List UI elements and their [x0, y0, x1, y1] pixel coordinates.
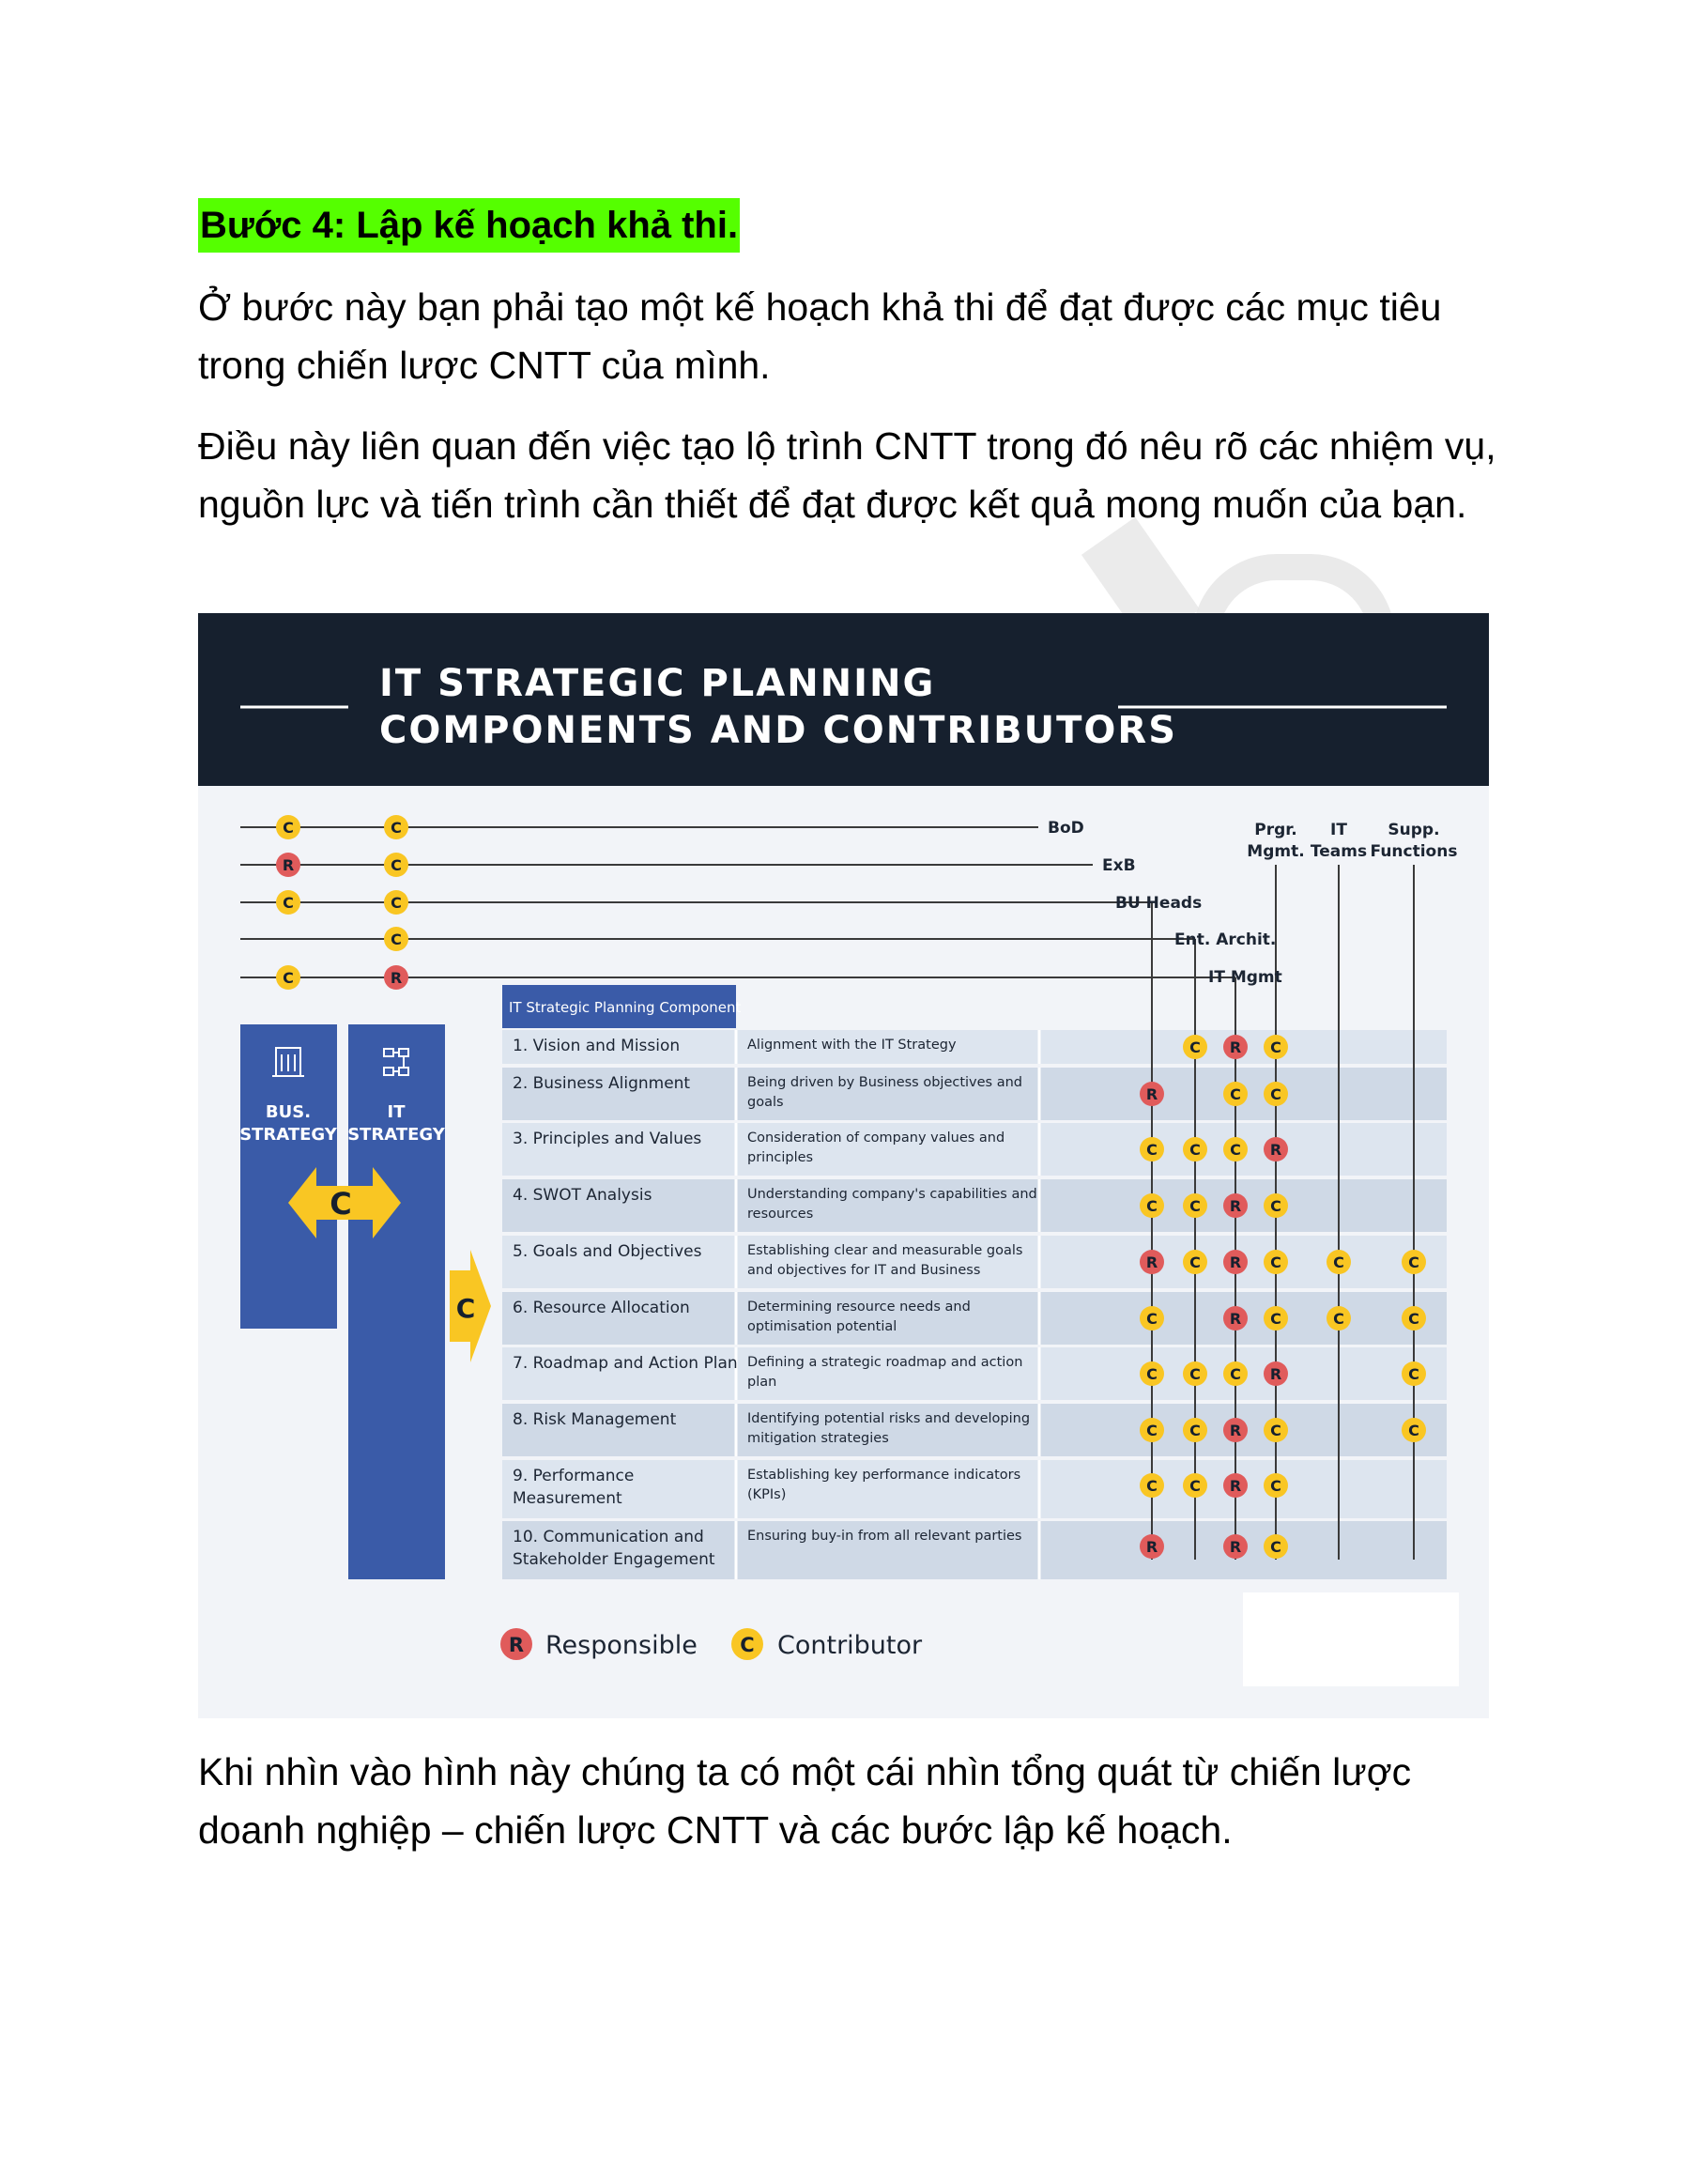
mark-letter: C: [1408, 1365, 1419, 1383]
component-description: Alignment with the IT Strategy: [747, 1038, 957, 1053]
role-label-functions: Functions: [1370, 842, 1458, 861]
mark-letter: R: [1145, 1538, 1158, 1556]
role-label-bu-heads: BU Heads: [1115, 894, 1203, 913]
strategy-feed-mark: C: [455, 1293, 476, 1324]
component-description: Ensuring buy-in from all relevant parties: [747, 1529, 1022, 1544]
mark-letter: C: [1189, 1422, 1201, 1439]
mark-letter: C: [1146, 1310, 1158, 1328]
mark-letter: C: [1408, 1253, 1419, 1271]
it-strategy-label-2: STRATEGY: [347, 1125, 445, 1145]
mark-letter: C: [1270, 1422, 1281, 1439]
mark-letter: C: [1270, 1538, 1281, 1556]
legend-contributor-mark: C: [740, 1634, 755, 1656]
component-description: Understanding company's capabilities and: [747, 1187, 1037, 1202]
strategy-exchange-mark: C: [330, 1186, 352, 1222]
component-description: plan: [747, 1375, 777, 1390]
component-description: Establishing key performance indicators: [747, 1468, 1021, 1483]
component-name: Stakeholder Engagement: [513, 1550, 715, 1569]
mark-letter: R: [1229, 1422, 1242, 1439]
component-name: 8. Risk Management: [513, 1410, 677, 1429]
step-heading: Bước 4: Lập kế hoạch khả thi.: [198, 198, 740, 253]
mark-letter: C: [1189, 1477, 1201, 1495]
component-name: 4. SWOT Analysis: [513, 1186, 652, 1205]
component-description: Identifying potential risks and developing: [747, 1411, 1031, 1426]
mark-letter: C: [1408, 1310, 1419, 1328]
component-name: Measurement: [513, 1489, 622, 1508]
mark-letter: C: [1408, 1422, 1419, 1439]
mark-letter: C: [1270, 1477, 1281, 1495]
paragraph-1: Ở bước này bạn phải tạo một kế hoạch khả thi để đạt được các mục tiêu trong chiến lược CNTT của mình.: [198, 285, 1442, 387]
bus-strategy-label-2: STRATEGY: [239, 1125, 337, 1145]
mark-letter: C: [391, 819, 402, 837]
component-name: 3. Principles and Values: [513, 1130, 702, 1148]
mark-letter: R: [1229, 1253, 1242, 1271]
component-name: 9. Performance: [513, 1467, 635, 1485]
component-name: 1. Vision and Mission: [513, 1037, 681, 1055]
legend-responsible-mark: R: [508, 1634, 525, 1656]
mark-letter: R: [1145, 1253, 1158, 1271]
mark-letter: C: [1189, 1141, 1201, 1159]
mark-letter: C: [1333, 1253, 1344, 1271]
mark-letter: C: [283, 894, 294, 912]
mark-letter: C: [283, 819, 294, 837]
role-label-supp: Supp.: [1388, 821, 1440, 839]
mark-letter: R: [1229, 1310, 1242, 1328]
component-description: (KPIs): [747, 1487, 787, 1502]
mark-letter: C: [1189, 1253, 1201, 1271]
role-label-exb: ExB: [1102, 856, 1136, 875]
mark-letter: R: [1145, 1085, 1158, 1103]
mark-letter: C: [1230, 1365, 1241, 1383]
mark-letter: C: [1270, 1085, 1281, 1103]
component-description: goals: [747, 1095, 784, 1110]
component-description: and objectives for IT and Business: [747, 1263, 981, 1278]
mark-letter: R: [1229, 1477, 1242, 1495]
component-name: 6. Resource Allocation: [513, 1299, 690, 1317]
component-description: principles: [747, 1150, 814, 1165]
mark-letter: R: [1269, 1365, 1282, 1383]
component-description: Consideration of company values and: [747, 1130, 1005, 1146]
mark-letter: C: [1189, 1365, 1201, 1383]
mark-letter: C: [1270, 1197, 1281, 1215]
mark-letter: C: [391, 894, 402, 912]
component-description: Establishing clear and measurable goals: [747, 1243, 1023, 1258]
mark-letter: R: [1229, 1538, 1242, 1556]
it-strategic-planning-figure: [198, 613, 1489, 1718]
component-name: 7. Roadmap and Action Plan: [513, 1354, 738, 1373]
component-description: resources: [747, 1207, 814, 1222]
mark-letter: C: [1270, 1253, 1281, 1271]
mark-letter: C: [1189, 1197, 1201, 1215]
mark-letter: C: [1189, 1038, 1201, 1056]
mark-letter: C: [1146, 1477, 1158, 1495]
role-label-bod: BoD: [1048, 819, 1084, 838]
paragraph-2: Điều này liên quan đến việc tạo lộ trình CNTT trong đó nêu rõ các nhiệm vụ, nguồn lực và tiến trình cần thiết để đạt được kết quả mong muốn của bạn.: [198, 424, 1496, 526]
figure-title-line1: IT STRATEGIC PLANNING: [379, 662, 936, 705]
component-description: Being driven by Business objectives and: [747, 1075, 1022, 1090]
role-label-it: IT: [1330, 821, 1347, 839]
mark-letter: C: [283, 969, 294, 987]
blank-panel: [1243, 1592, 1459, 1686]
component-description: Defining a strategic roadmap and action: [747, 1355, 1023, 1370]
mark-letter: C: [1146, 1197, 1158, 1215]
role-label-prgr: Prgr.: [1254, 821, 1297, 839]
mark-letter: R: [1269, 1141, 1282, 1159]
legend-contributor-label: Contributor: [777, 1631, 923, 1660]
mark-letter: C: [391, 856, 402, 874]
mark-letter: R: [390, 969, 403, 987]
mark-letter: R: [282, 856, 295, 874]
mark-letter: C: [391, 931, 402, 948]
legend-responsible-label: Responsible: [545, 1631, 698, 1660]
table-header-text: IT Strategic Planning Component: [509, 999, 742, 1016]
figure-title-line2: COMPONENTS AND CONTRIBUTORS: [379, 709, 1178, 752]
mark-letter: R: [1229, 1197, 1242, 1215]
component-description: Determining resource needs and: [747, 1300, 971, 1315]
mark-letter: C: [1146, 1365, 1158, 1383]
component-description: optimisation potential: [747, 1319, 897, 1334]
paragraph-3: Khi nhìn vào hình này chúng ta có một cái nhìn tổng quát từ chiến lược doanh nghiệp – chiến lược CNTT và các bước lập kế hoạch.: [198, 1750, 1412, 1852]
role-label-teams: Teams: [1310, 842, 1368, 861]
mark-letter: C: [1333, 1310, 1344, 1328]
mark-letter: C: [1270, 1038, 1281, 1056]
mark-letter: C: [1146, 1141, 1158, 1159]
component-name: 5. Goals and Objectives: [513, 1242, 702, 1261]
mark-letter: C: [1230, 1085, 1241, 1103]
it-strategy-label-1: IT: [387, 1102, 406, 1122]
mark-letter: C: [1230, 1141, 1241, 1159]
component-table: [502, 1030, 1447, 1579]
role-label-ent-archit: Ent. Archit.: [1174, 931, 1277, 949]
mark-letter: C: [1270, 1310, 1281, 1328]
role-label-mgmt: Mgmt.: [1247, 842, 1305, 861]
role-label-it-mgmt: IT Mgmt: [1208, 968, 1282, 987]
bus-strategy-label-1: BUS.: [265, 1102, 312, 1122]
component-name: 10. Communication and: [513, 1528, 704, 1546]
mark-letter: C: [1146, 1422, 1158, 1439]
component-name: 2. Business Alignment: [513, 1074, 691, 1093]
component-description: mitigation strategies: [747, 1431, 889, 1446]
mark-letter: R: [1229, 1038, 1242, 1056]
